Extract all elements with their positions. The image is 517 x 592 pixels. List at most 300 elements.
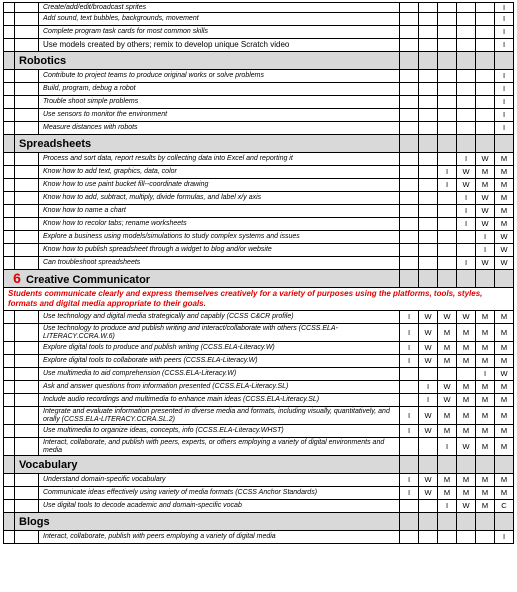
table-row <box>4 70 514 83</box>
empty-cell <box>438 513 457 531</box>
level-code: M <box>476 394 495 407</box>
level-code <box>400 500 419 513</box>
table-row <box>4 355 514 368</box>
purpose-row <box>4 288 514 311</box>
empty-cell <box>495 456 514 474</box>
empty-cell <box>15 231 39 244</box>
level-code: M <box>476 179 495 192</box>
level-code: M <box>438 425 457 438</box>
level-code: I <box>457 153 476 166</box>
skill-text: Explore a business using models/simulations to study complex systems and issues <box>39 231 400 244</box>
level-code <box>400 218 419 231</box>
empty-cell <box>4 311 15 324</box>
empty-cell <box>4 407 15 425</box>
skill-text: Include audio recordings and multimedia to enhance main ideas (CCSS.ELA-Literacy.SL) <box>39 394 400 407</box>
empty-cell <box>15 531 39 544</box>
level-code <box>457 26 476 39</box>
empty-cell <box>15 179 39 192</box>
empty-cell <box>15 26 39 39</box>
level-code <box>419 26 438 39</box>
level-code: W <box>476 153 495 166</box>
empty-cell <box>400 135 419 153</box>
level-code: I <box>457 205 476 218</box>
empty-cell <box>4 438 15 456</box>
empty-cell <box>15 438 39 456</box>
empty-cell <box>15 96 39 109</box>
level-code: I <box>438 179 457 192</box>
empty-cell <box>438 270 457 288</box>
level-code: I <box>495 13 514 26</box>
level-code: M <box>457 394 476 407</box>
level-code: I <box>457 192 476 205</box>
empty-cell <box>15 3 39 13</box>
level-code: M <box>495 394 514 407</box>
level-code: M <box>476 342 495 355</box>
level-code: W <box>457 311 476 324</box>
level-code <box>438 192 457 205</box>
empty-cell <box>4 83 15 96</box>
level-code <box>400 244 419 257</box>
table-row <box>4 192 514 205</box>
level-code: M <box>457 474 476 487</box>
level-code: W <box>438 394 457 407</box>
empty-cell <box>4 39 15 52</box>
level-code <box>419 244 438 257</box>
table-row <box>4 425 514 438</box>
level-code <box>400 39 419 52</box>
level-code: M <box>495 179 514 192</box>
table-row <box>4 109 514 122</box>
skill-text: Contribute to project teams to produce original works or solve problems <box>39 70 400 83</box>
level-code: W <box>476 192 495 205</box>
empty-cell <box>15 122 39 135</box>
level-code <box>457 83 476 96</box>
level-code: M <box>476 425 495 438</box>
level-code: W <box>438 311 457 324</box>
level-code <box>457 96 476 109</box>
table-row <box>4 218 514 231</box>
level-code <box>476 13 495 26</box>
empty-cell <box>476 135 495 153</box>
level-code <box>400 109 419 122</box>
standard-number: 6 <box>13 269 21 286</box>
table-row <box>4 342 514 355</box>
level-code <box>419 39 438 52</box>
level-code: M <box>457 342 476 355</box>
skill-text: Use sensors to monitor the environment <box>39 109 400 122</box>
table-row <box>4 394 514 407</box>
empty-cell <box>4 531 15 544</box>
empty-cell <box>476 513 495 531</box>
level-code: I <box>457 257 476 270</box>
empty-cell <box>4 324 15 342</box>
empty-cell <box>4 368 15 381</box>
empty-cell <box>400 270 419 288</box>
level-code: W <box>419 342 438 355</box>
level-code <box>419 257 438 270</box>
level-code: I <box>495 26 514 39</box>
empty-cell <box>4 135 15 153</box>
level-code: I <box>476 368 495 381</box>
level-code: M <box>495 205 514 218</box>
table-row <box>4 324 514 342</box>
level-code <box>419 70 438 83</box>
level-code <box>476 39 495 52</box>
empty-cell <box>4 13 15 26</box>
level-code <box>438 70 457 83</box>
empty-cell <box>4 26 15 39</box>
level-code: M <box>438 407 457 425</box>
level-code: W <box>419 324 438 342</box>
level-code: W <box>476 205 495 218</box>
level-code <box>476 70 495 83</box>
empty-cell <box>4 52 15 70</box>
skill-text: Use technology to produce and publish writing and interact/collaborate with others (CCSS.ELA-LITERACY.CCRA.W.6) <box>39 324 400 342</box>
empty-cell <box>4 513 15 531</box>
table-row <box>4 3 514 13</box>
empty-cell <box>15 355 39 368</box>
level-code <box>400 368 419 381</box>
level-code <box>400 3 419 13</box>
skill-text: Measure distances with robots <box>39 122 400 135</box>
empty-cell <box>495 513 514 531</box>
level-code <box>438 531 457 544</box>
table-row <box>4 407 514 425</box>
level-code: I <box>495 3 514 13</box>
level-code: M <box>495 438 514 456</box>
level-code <box>400 257 419 270</box>
level-code <box>438 122 457 135</box>
level-code <box>419 368 438 381</box>
table-row <box>4 122 514 135</box>
empty-cell <box>15 257 39 270</box>
skill-text: Use multimedia to aid comprehension (CCSS.ELA-Literacy.W) <box>39 368 400 381</box>
table-row <box>4 179 514 192</box>
level-code: W <box>495 257 514 270</box>
empty-cell <box>4 153 15 166</box>
level-code <box>419 3 438 13</box>
empty-cell <box>400 52 419 70</box>
level-code <box>476 3 495 13</box>
empty-cell <box>15 474 39 487</box>
level-code <box>438 39 457 52</box>
level-code: M <box>476 500 495 513</box>
empty-cell <box>15 394 39 407</box>
empty-cell <box>15 381 39 394</box>
level-code: M <box>476 381 495 394</box>
level-code <box>419 13 438 26</box>
table-row <box>4 83 514 96</box>
level-code: W <box>476 218 495 231</box>
empty-cell <box>400 456 419 474</box>
level-code: W <box>476 257 495 270</box>
level-code: M <box>495 311 514 324</box>
level-code <box>457 244 476 257</box>
empty-cell <box>4 218 15 231</box>
level-code: M <box>476 166 495 179</box>
empty-cell <box>15 205 39 218</box>
empty-cell <box>4 355 15 368</box>
level-code: I <box>400 311 419 324</box>
empty-cell <box>15 13 39 26</box>
level-code: M <box>495 474 514 487</box>
level-code <box>400 192 419 205</box>
level-code: I <box>495 122 514 135</box>
section-header-robotics <box>4 52 514 70</box>
level-code: W <box>419 425 438 438</box>
empty-cell <box>457 456 476 474</box>
table-row <box>4 244 514 257</box>
level-code <box>476 109 495 122</box>
table-row <box>4 381 514 394</box>
section-title: Spreadsheets <box>15 135 400 153</box>
level-code: I <box>438 500 457 513</box>
skill-text: Complete program task cards for most common skills <box>39 26 400 39</box>
table-row <box>4 311 514 324</box>
empty-cell <box>495 52 514 70</box>
level-code <box>400 166 419 179</box>
level-code <box>400 13 419 26</box>
level-code: M <box>495 342 514 355</box>
skill-text: Use technology and digital media strategically and capably (CCSS C&CR profile) <box>39 311 400 324</box>
section-header-vocabulary <box>4 456 514 474</box>
level-code: I <box>438 166 457 179</box>
level-code <box>457 13 476 26</box>
level-code: M <box>438 342 457 355</box>
empty-cell <box>476 52 495 70</box>
level-code <box>457 39 476 52</box>
level-code: I <box>495 96 514 109</box>
level-code: I <box>438 438 457 456</box>
level-code: M <box>457 355 476 368</box>
skill-text: Add sound, text bubbles, backgrounds, movement <box>39 13 400 26</box>
section-title: 6 Creative Communicator <box>4 270 400 288</box>
empty-cell <box>15 500 39 513</box>
empty-cell <box>15 192 39 205</box>
level-code <box>400 70 419 83</box>
table-row <box>4 257 514 270</box>
level-code <box>400 96 419 109</box>
level-code <box>457 368 476 381</box>
empty-cell <box>4 96 15 109</box>
level-code: I <box>476 244 495 257</box>
empty-cell <box>15 166 39 179</box>
skill-text: Use models created by others; remix to develop unique Scratch video <box>39 39 400 52</box>
level-code <box>419 96 438 109</box>
level-code <box>457 109 476 122</box>
level-code <box>438 368 457 381</box>
level-code: I <box>400 355 419 368</box>
empty-cell <box>15 244 39 257</box>
skill-text: Know how to add text, graphics, data, color <box>39 166 400 179</box>
empty-cell <box>419 52 438 70</box>
level-code: M <box>457 407 476 425</box>
level-code <box>438 231 457 244</box>
level-code: M <box>457 381 476 394</box>
section-title: Blogs <box>15 513 400 531</box>
section-header-creative-communicator <box>4 270 514 288</box>
level-code: W <box>457 438 476 456</box>
skill-text: Ask and answer questions from information presented (CCSS.ELA-Literacy.SL) <box>39 381 400 394</box>
level-code: M <box>495 425 514 438</box>
empty-cell <box>4 257 15 270</box>
level-code: I <box>495 39 514 52</box>
section-title: Vocabulary <box>15 456 400 474</box>
level-code <box>476 122 495 135</box>
empty-cell <box>4 179 15 192</box>
level-code <box>400 179 419 192</box>
empty-cell <box>4 192 15 205</box>
skill-text: Know how to recolor tabs; rename worksheets <box>39 218 400 231</box>
level-code: I <box>495 531 514 544</box>
empty-cell <box>419 456 438 474</box>
level-code <box>419 231 438 244</box>
level-code: M <box>438 324 457 342</box>
level-code <box>476 26 495 39</box>
empty-cell <box>457 270 476 288</box>
level-code: M <box>495 324 514 342</box>
level-code: I <box>495 83 514 96</box>
level-code: I <box>400 342 419 355</box>
skill-text: Trouble shoot simple problems <box>39 96 400 109</box>
skill-text: Know how to publish spreadsheet through a widget to blog and/or website <box>39 244 400 257</box>
empty-cell <box>15 153 39 166</box>
level-code: M <box>495 166 514 179</box>
empty-cell <box>15 324 39 342</box>
level-code: C <box>495 500 514 513</box>
level-code <box>419 438 438 456</box>
skill-text: Process and sort data, report results by collecting data into Excel and reporting it <box>39 153 400 166</box>
empty-cell <box>4 109 15 122</box>
empty-cell <box>15 487 39 500</box>
level-code <box>400 153 419 166</box>
level-code: W <box>438 381 457 394</box>
level-code <box>438 13 457 26</box>
level-code <box>457 70 476 83</box>
level-code <box>419 109 438 122</box>
empty-cell <box>4 244 15 257</box>
empty-cell <box>457 52 476 70</box>
standard-purpose: Students communicate clearly and express themselves creatively for a variety of purposes using the platforms, tools, styles, formats and digital media appropriate to their goals. <box>4 288 514 311</box>
table-row <box>4 487 514 500</box>
empty-cell <box>4 425 15 438</box>
level-code <box>419 218 438 231</box>
level-code: W <box>495 244 514 257</box>
level-code <box>438 257 457 270</box>
empty-cell <box>15 70 39 83</box>
skill-text: Can troubleshoot spreadsheets <box>39 257 400 270</box>
empty-cell <box>4 456 15 474</box>
level-code: M <box>476 407 495 425</box>
level-code: M <box>495 192 514 205</box>
level-code: M <box>495 218 514 231</box>
empty-cell <box>4 500 15 513</box>
skill-text: Communicate ideas effectively using variety of media formats (CCSS Anchor Standards) <box>39 487 400 500</box>
empty-cell <box>15 39 39 52</box>
level-code: W <box>457 500 476 513</box>
empty-cell <box>419 513 438 531</box>
level-code <box>457 122 476 135</box>
level-code: W <box>419 355 438 368</box>
empty-cell <box>4 3 15 13</box>
level-code <box>419 205 438 218</box>
empty-cell <box>15 83 39 96</box>
level-code <box>419 531 438 544</box>
level-code <box>438 3 457 13</box>
level-code <box>438 96 457 109</box>
empty-cell <box>438 135 457 153</box>
section-title: Robotics <box>15 52 400 70</box>
curriculum-sheet <box>3 2 513 544</box>
level-code <box>400 122 419 135</box>
skill-text: Build, program, debug a robot <box>39 83 400 96</box>
level-code <box>476 531 495 544</box>
skill-text: Use multimedia to organize ideas, concepts, info (CCSS.ELA-Literacy.WHST) <box>39 425 400 438</box>
level-code: I <box>400 487 419 500</box>
level-code: M <box>495 487 514 500</box>
table-row <box>4 205 514 218</box>
empty-cell <box>476 456 495 474</box>
empty-cell <box>4 122 15 135</box>
empty-cell <box>438 52 457 70</box>
level-code <box>419 179 438 192</box>
level-code <box>419 153 438 166</box>
level-code <box>476 96 495 109</box>
level-code: I <box>495 70 514 83</box>
level-code: M <box>495 153 514 166</box>
level-code: W <box>457 179 476 192</box>
level-code: M <box>476 474 495 487</box>
level-code: W <box>419 474 438 487</box>
empty-cell <box>419 135 438 153</box>
level-code <box>438 205 457 218</box>
level-code: I <box>400 407 419 425</box>
skill-text: Understand domain-specific vocabulary <box>39 474 400 487</box>
level-code <box>419 192 438 205</box>
level-code <box>438 109 457 122</box>
table-row <box>4 13 514 26</box>
level-code <box>457 231 476 244</box>
level-code <box>400 83 419 96</box>
level-code <box>400 26 419 39</box>
skill-text: Explore digital tools to produce and publish writing (CCSS.ELA-Literacy.W) <box>39 342 400 355</box>
level-code <box>457 531 476 544</box>
table-row <box>4 474 514 487</box>
level-code <box>438 83 457 96</box>
level-code: I <box>457 218 476 231</box>
empty-cell <box>438 456 457 474</box>
skill-text: Explore digital tools to collaborate with peers (CCSS.ELA-Literacy.W) <box>39 355 400 368</box>
level-code <box>400 205 419 218</box>
level-code: M <box>476 487 495 500</box>
empty-cell <box>476 270 495 288</box>
level-code: M <box>495 355 514 368</box>
skill-text: Know how to add, subtract, multiply, divide formulas, and label x/y axis <box>39 192 400 205</box>
skill-text: Integrate and evaluate information presented in diverse media and formats, including visually, quantitatively, and orally (CCSS.ELA-LITERACY.CCRA.SL.2) <box>39 407 400 425</box>
level-code <box>438 244 457 257</box>
empty-cell <box>400 513 419 531</box>
table-row <box>4 26 514 39</box>
level-code <box>419 166 438 179</box>
empty-cell <box>495 270 514 288</box>
level-code: W <box>457 166 476 179</box>
empty-cell <box>15 368 39 381</box>
table-row <box>4 96 514 109</box>
level-code <box>438 218 457 231</box>
empty-cell <box>15 218 39 231</box>
level-code: M <box>457 425 476 438</box>
section-header-blogs <box>4 513 514 531</box>
